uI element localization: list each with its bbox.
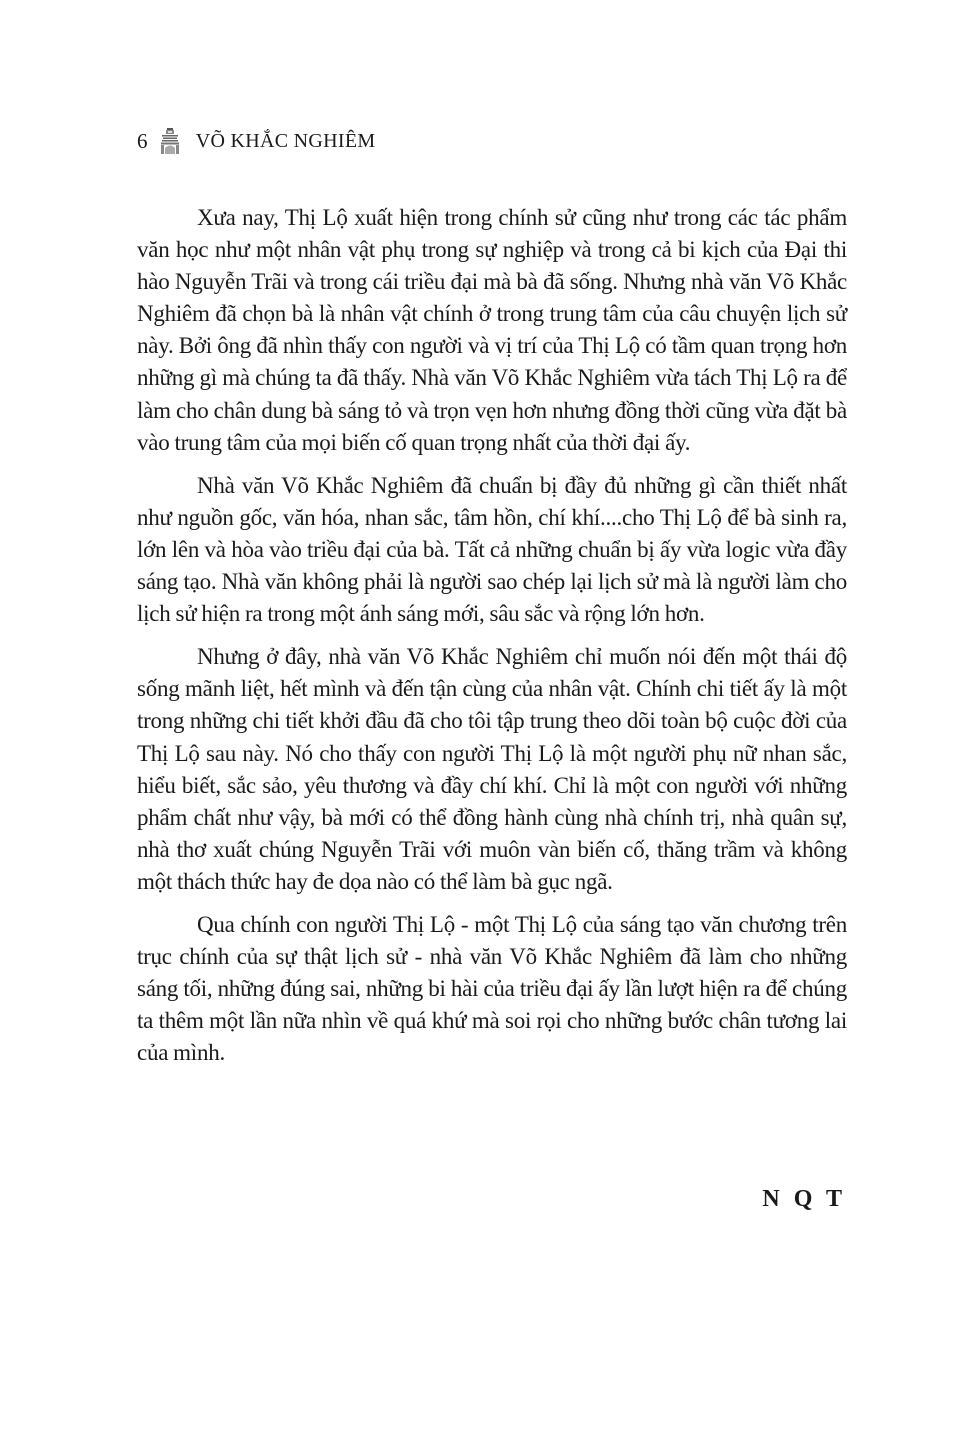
paragraph: Nhà văn Võ Khắc Nghiêm đã chuẩn bị đầy đủ những gì cần thiết nhất như nguồn gốc, văn hóa, nhan sắc, tâm hồn, chí khí....cho Thị Lộ để bà sinh ra, lớn lên và hòa vào triều đại của bà. Tất cả những chuẩn bị ấy vừa logic vừa đầy sáng tạo. Nhà văn không phải là người sao chép lại lịch sử mà là người làm cho lịch sử hiện ra trong một ánh sáng mới, sâu sắc và rộng lớn hơn. — [137, 472, 847, 627]
temple-gate-icon — [160, 128, 180, 154]
running-header — [137, 124, 375, 158]
author-signature: N Q T — [762, 1186, 846, 1212]
running-title: VÕ KHẮC NGHIÊM — [195, 129, 376, 152]
body-text — [137, 202, 847, 1080]
paragraph: Nhưng ở đây, nhà văn Võ Khắc Nghiêm chỉ muốn nói đến một thái độ sống mãnh liệt, hết mình và đến tận cùng của nhân vật. Chính chi tiết ấy là một trong những chi tiết khởi đầu đã cho tôi tập trung theo dõi toàn bộ cuộc đời của Thị Lộ sau này. Nó cho thấy con người Thị Lộ là một người phụ nữ nhan sắc, hiểu biết, sắc sảo, yêu thương và đầy chí khí. Chỉ là một con người với những phẩm chất như vậy, bà mới có thể đồng hành cùng nhà chính trị, nhà quân sự, nhà thơ xuất chúng Nguyễn Trãi với muôn vàn biến cố, thăng trầm và không một thách thức hay đe dọa nào có thể làm bà gục ngã. — [137, 644, 847, 894]
paragraph: Qua chính con người Thị Lộ - một Thị Lộ của sáng tạo văn chương trên trục chính của sự thật lịch sử - nhà văn Võ Khắc Nghiêm đã làm cho những sáng tối, những đúng sai, những bi hài của triều đại ấy lần lượt hiện ra để chúng ta thêm một lần nữa nhìn về quá khứ mà soi rọi cho những bước chân tương lai của mình. — [137, 911, 847, 1066]
paragraph: Xưa nay, Thị Lộ xuất hiện trong chính sử cũng như trong các tác phẩm văn học như một nhân vật phụ trong sự nghiệp và trong cả bi kịch của Đại thi hào Nguyễn Trãi và trong cái triều đại mà bà đã sống. Nhưng nhà văn Võ Khắc Nghiêm đã chọn bà là nhân vật chính ở trong trung tâm của câu chuyện lịch sử này. Bởi ông đã nhìn thấy con người và vị trí của Thị Lộ có tầm quan trọng hơn những gì mà chúng ta đã thấy. Nhà văn Võ Khắc Nghiêm vừa tách Thị Lộ ra để làm cho chân dung bà sáng tỏ và trọn vẹn hơn nhưng đồng thời cũng vừa đặt bà vào trung tâm của mọi biến cố quan trọng nhất của thời đại ấy. — [137, 205, 847, 455]
page-number: 6 — [137, 128, 148, 153]
